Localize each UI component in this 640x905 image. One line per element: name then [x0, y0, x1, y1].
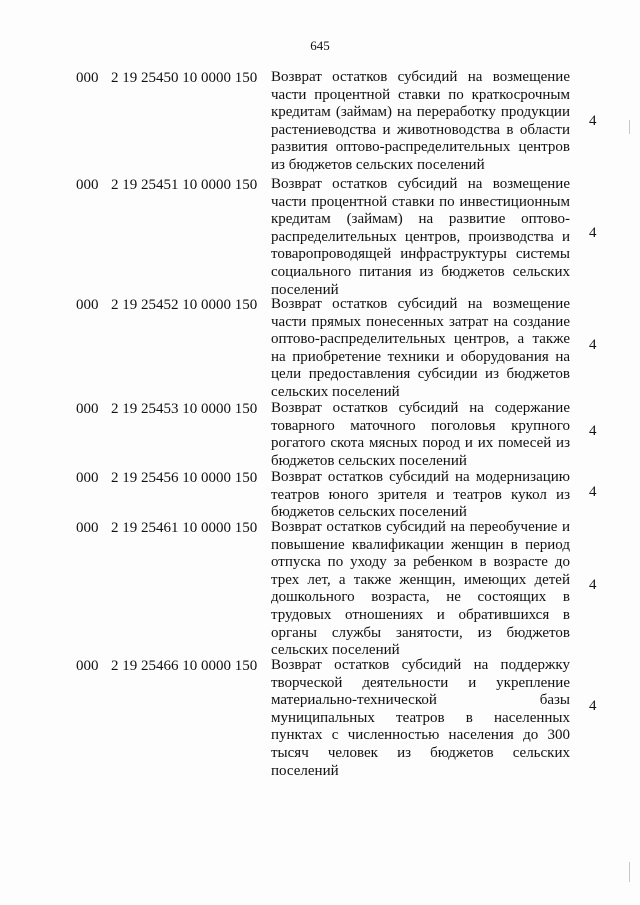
scan-edge-mark	[629, 862, 630, 882]
row-description: Возврат остатков субсидий на возмещение части процентной ставки по инвестиционным кредитам (займам) на развитие оптово-распределительных центров, производства и товаропроводящей инфраструктуры системы социального питания из бюджетов сельских поселений	[271, 176, 570, 298]
admin-code: 000	[76, 520, 99, 536]
admin-code: 000	[76, 70, 99, 86]
admin-code: 000	[76, 401, 99, 417]
scan-edge-mark	[629, 120, 630, 134]
row-value: 4	[589, 577, 597, 593]
row-value: 4	[589, 484, 597, 500]
budget-code: 2 19 25452 10 0000 150	[111, 297, 258, 313]
budget-code: 2 19 25450 10 0000 150	[111, 70, 258, 86]
admin-code: 000	[76, 658, 99, 674]
page-number: 645	[310, 38, 330, 53]
budget-code: 2 19 25461 10 0000 150	[111, 520, 258, 536]
admin-code: 000	[76, 297, 99, 313]
row-description: Возврат остатков субсидий на переобучение и повышение квалификации женщин в период отпуска по уходу за ребенком в возрасте до трех лет, а также женщин, имеющих детей дошкольного возраста, не состоящих в трудовых отношениях и обратившихся в органы службы занятости, из бюджетов сельских поселений	[271, 519, 570, 659]
row-value: 4	[589, 423, 597, 439]
admin-code: 000	[76, 470, 99, 486]
row-value: 4	[589, 225, 597, 241]
row-value: 4	[589, 337, 597, 353]
row-value: 4	[589, 698, 597, 714]
admin-code: 000	[76, 177, 99, 193]
row-description: Возврат остатков субсидий на модернизацию театров юного зрителя и театров кукол из бюджетов сельских поселений	[271, 469, 570, 521]
budget-code: 2 19 25456 10 0000 150	[111, 470, 258, 486]
budget-code: 2 19 25451 10 0000 150	[111, 177, 258, 193]
budget-code: 2 19 25453 10 0000 150	[111, 401, 258, 417]
row-description: Возврат остатков субсидий на поддержку творческой деятельности и укрепление материально-технической базы муниципальных театров в населенных пунктах с численностью населения до 300 тысяч человек из бюджетов сельских поселений	[271, 657, 570, 779]
row-description: Возврат остатков субсидий на возмещение части процентной ставки по краткосрочным кредитам (займам) на переработку продукции растениеводства и животноводства в области развития оптово-распределительных центров из бюджетов сельских поселений	[271, 69, 570, 173]
budget-code: 2 19 25466 10 0000 150	[111, 658, 258, 674]
row-description: Возврат остатков субсидий на возмещение части прямых понесенных затрат на создание оптово-распределительных центров, а также на приобретение техники и оборудования на цели предоставления субсидии из бюджетов сельских поселений	[271, 296, 570, 400]
row-value: 4	[589, 113, 597, 129]
row-description: Возврат остатков субсидий на содержание товарного маточного поголовья крупного рогатого скота мясных пород и их помесей из бюджетов сельских поселений	[271, 400, 570, 469]
